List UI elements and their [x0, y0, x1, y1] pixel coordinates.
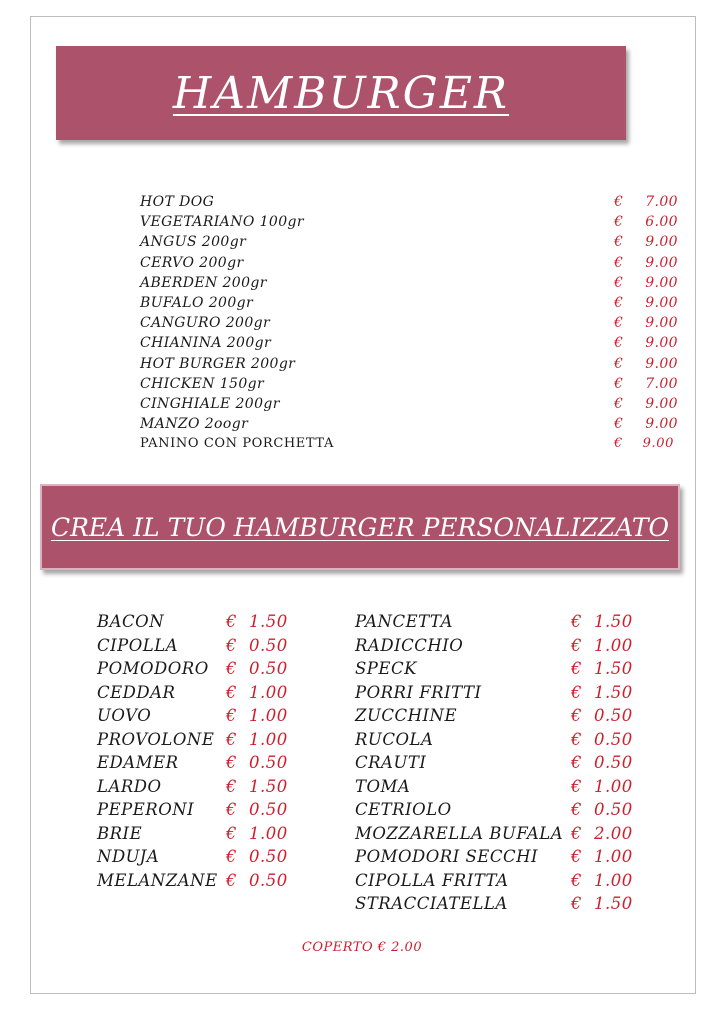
topping-item: [355, 657, 645, 681]
price-value: 9.00: [645, 254, 678, 271]
currency-symbol: €: [614, 416, 624, 433]
topping-price: 1.50: [594, 682, 633, 702]
menu-item-name: CINGHIALE 200gr: [140, 395, 280, 412]
topping-price: 0.50: [249, 800, 288, 819]
menu-item-name: HOT BURGER 200gr: [140, 355, 296, 372]
topping-price: 0.50: [594, 729, 633, 749]
currency-symbol: €: [226, 659, 237, 678]
topping-item: [355, 892, 645, 916]
topping-price: 1.00: [594, 847, 633, 866]
topping-name: EDAMER: [97, 753, 179, 772]
topping-price: 1.00: [249, 823, 288, 843]
topping-name: CIPOLLA FRITTA: [355, 870, 509, 890]
currency-symbol: €: [571, 612, 582, 631]
topping-name: CRAUTI: [355, 753, 427, 772]
topping-item: [355, 798, 645, 822]
menu-item-name: CHICKEN 150gr: [140, 375, 265, 392]
currency-symbol: €: [614, 375, 624, 392]
menu-item-price: [614, 354, 678, 374]
topping-name: SPECK: [355, 659, 417, 678]
currency-symbol: €: [226, 612, 237, 631]
topping-name: RADICCHIO: [355, 635, 464, 655]
topping-item: [355, 751, 645, 775]
price-value: 7.00: [645, 194, 678, 210]
currency-symbol: €: [571, 729, 582, 749]
currency-symbol: €: [571, 682, 582, 702]
topping-name: CETRIOLO: [355, 800, 452, 819]
topping-item: [355, 610, 645, 634]
topping-name: MOZZARELLA BUFALA: [355, 823, 564, 843]
currency-symbol: €: [571, 635, 582, 655]
topping-price: 0.50: [249, 659, 288, 678]
currency-symbol: €: [614, 294, 624, 311]
topping-name: CIPOLLA: [97, 635, 179, 655]
topping-price: 1.00: [594, 776, 633, 796]
topping-item: [355, 775, 645, 799]
price-value: 6.00: [645, 214, 678, 231]
currency-symbol: €: [226, 800, 237, 819]
price-value: 9.00: [645, 395, 678, 412]
price-value: 9.00: [645, 416, 678, 433]
topping-item: [97, 845, 307, 869]
topping-item: [97, 728, 307, 752]
topping-item: [97, 869, 307, 893]
topping-name: PROVOLONE: [97, 729, 215, 749]
currency-symbol: €: [614, 274, 624, 291]
topping-item: [97, 798, 307, 822]
price-value: 9.00: [645, 294, 678, 311]
topping-item: [355, 869, 645, 893]
price-value: 9.00: [645, 355, 678, 372]
currency-symbol: €: [571, 659, 582, 678]
topping-name: RUCOLA: [355, 729, 434, 749]
topping-price: 1.50: [594, 894, 633, 913]
topping-price: 0.50: [249, 635, 288, 655]
topping-item: [355, 728, 645, 752]
currency-symbol: €: [226, 870, 237, 890]
menu-item: [140, 273, 680, 293]
topping-name: PEPERONI: [97, 800, 195, 819]
menu-item-price: [614, 434, 674, 454]
currency-symbol: €: [226, 706, 237, 725]
topping-price: 1.50: [594, 659, 633, 678]
menu-item: [140, 414, 680, 434]
currency-symbol: €: [571, 753, 582, 772]
topping-name: UOVO: [97, 706, 152, 725]
menu-item-price: [614, 374, 678, 394]
price-value: 9.00: [645, 335, 678, 352]
topping-item: [355, 704, 645, 728]
menu-item: [140, 333, 680, 353]
topping-name: LARDO: [97, 776, 162, 796]
topping-name: BRIE: [97, 823, 143, 843]
topping-price: 1.50: [249, 612, 288, 631]
currency-symbol: €: [614, 194, 624, 210]
menu-item-price: [614, 192, 678, 212]
topping-price: 0.50: [249, 753, 288, 772]
menu-item-price: [614, 394, 678, 414]
currency-symbol: €: [571, 823, 582, 843]
topping-price: 1.50: [249, 776, 288, 796]
currency-symbol: €: [614, 436, 623, 452]
topping-name: ZUCCHINE: [355, 706, 458, 725]
topping-price: 2.00: [594, 823, 633, 843]
toppings-right-column: [355, 610, 645, 916]
currency-symbol: €: [614, 214, 624, 231]
topping-price: 0.50: [249, 847, 288, 866]
topping-name: POMODORI SECCHI: [355, 847, 538, 866]
menu-item: [140, 434, 680, 454]
topping-name: STRACCIATELLA: [355, 894, 508, 913]
menu-item-price: [614, 293, 678, 313]
menu-item-price: [614, 414, 678, 434]
menu-item-name: MANZO 2oogr: [140, 416, 249, 433]
price-value: 7.00: [645, 375, 678, 392]
currency-symbol: €: [614, 234, 624, 251]
topping-item: [355, 845, 645, 869]
menu-item-price: [614, 232, 678, 252]
menu-item: [140, 232, 680, 252]
currency-symbol: €: [571, 800, 582, 819]
currency-symbol: €: [614, 395, 624, 412]
currency-symbol: €: [226, 753, 237, 772]
menu-item-name: BUFALO 200gr: [140, 294, 254, 311]
currency-symbol: €: [226, 776, 237, 796]
menu-item: [140, 192, 680, 212]
topping-name: PANCETTA: [355, 612, 453, 631]
topping-price: 1.00: [249, 706, 288, 725]
menu-item: [140, 253, 680, 273]
menu-item-name: ANGUS 200gr: [140, 234, 247, 251]
topping-name: BACON: [97, 612, 165, 631]
topping-item: [97, 822, 307, 846]
menu-item-name: HOT DOG: [140, 194, 215, 210]
topping-name: NDUJA: [97, 847, 160, 866]
topping-item: [355, 822, 645, 846]
topping-item: [97, 704, 307, 728]
hamburger-menu-list: [140, 192, 680, 454]
currency-symbol: €: [571, 706, 582, 725]
topping-price: 0.50: [594, 706, 633, 725]
topping-name: CEDDAR: [97, 682, 176, 702]
topping-name: POMODORO: [97, 659, 209, 678]
custom-burger-heading: CREA IL TUO HAMBURGER PERSONALIZZATO: [40, 484, 680, 570]
menu-item: [140, 313, 680, 333]
menu-item-price: [614, 253, 678, 273]
page-title: HAMBURGER: [56, 46, 626, 140]
currency-symbol: €: [571, 847, 582, 866]
menu-item: [140, 293, 680, 313]
currency-symbol: €: [614, 335, 624, 352]
menu-item-name: CANGURO 200gr: [140, 315, 271, 332]
currency-symbol: €: [226, 823, 237, 843]
topping-price: 1.00: [594, 635, 633, 655]
currency-symbol: €: [226, 635, 237, 655]
price-value: 9.00: [645, 234, 678, 251]
menu-item-name: PANINO CON PORCHETTA: [140, 436, 334, 452]
menu-item: [140, 374, 680, 394]
menu-item-price: [614, 333, 678, 353]
menu-item-name: ABERDEN 200gr: [140, 274, 267, 291]
menu-item: [140, 354, 680, 374]
topping-item: [97, 681, 307, 705]
topping-price: 1.00: [249, 729, 288, 749]
toppings-left-column: [97, 610, 307, 892]
topping-item: [97, 775, 307, 799]
topping-price: 0.50: [594, 753, 633, 772]
topping-price: 0.50: [249, 870, 288, 890]
topping-name: PORRI FRITTI: [355, 682, 482, 702]
currency-symbol: €: [614, 355, 624, 372]
currency-symbol: €: [226, 682, 237, 702]
currency-symbol: €: [226, 847, 237, 866]
topping-item: [97, 751, 307, 775]
menu-item-name: VEGETARIANO 100gr: [140, 214, 304, 231]
topping-item: [97, 610, 307, 634]
topping-name: MELANZANE: [97, 870, 218, 890]
menu-item-name: CHIANINA 200gr: [140, 335, 272, 352]
topping-price: 1.50: [594, 612, 633, 631]
topping-item: [355, 681, 645, 705]
currency-symbol: €: [571, 894, 582, 913]
currency-symbol: €: [614, 315, 624, 332]
currency-symbol: €: [226, 729, 237, 749]
topping-price: 1.00: [249, 682, 288, 702]
topping-price: 0.50: [594, 800, 633, 819]
menu-item: [140, 394, 680, 414]
menu-item: [140, 212, 680, 232]
cover-charge: COPERTO € 2.00: [301, 940, 423, 955]
menu-item-name: CERVO 200gr: [140, 254, 244, 271]
currency-symbol: €: [614, 254, 624, 271]
price-value: 9.00: [645, 274, 678, 291]
topping-price: 1.00: [594, 870, 633, 890]
menu-item-price: [614, 313, 678, 333]
price-value: 9.00: [645, 315, 678, 332]
topping-item: [97, 634, 307, 658]
topping-name: TOMA: [355, 776, 411, 796]
currency-symbol: €: [571, 776, 582, 796]
menu-item-price: [614, 212, 678, 232]
topping-item: [97, 657, 307, 681]
price-value: 9.00: [642, 436, 674, 452]
topping-item: [355, 634, 645, 658]
currency-symbol: €: [571, 870, 582, 890]
menu-item-price: [614, 273, 678, 293]
